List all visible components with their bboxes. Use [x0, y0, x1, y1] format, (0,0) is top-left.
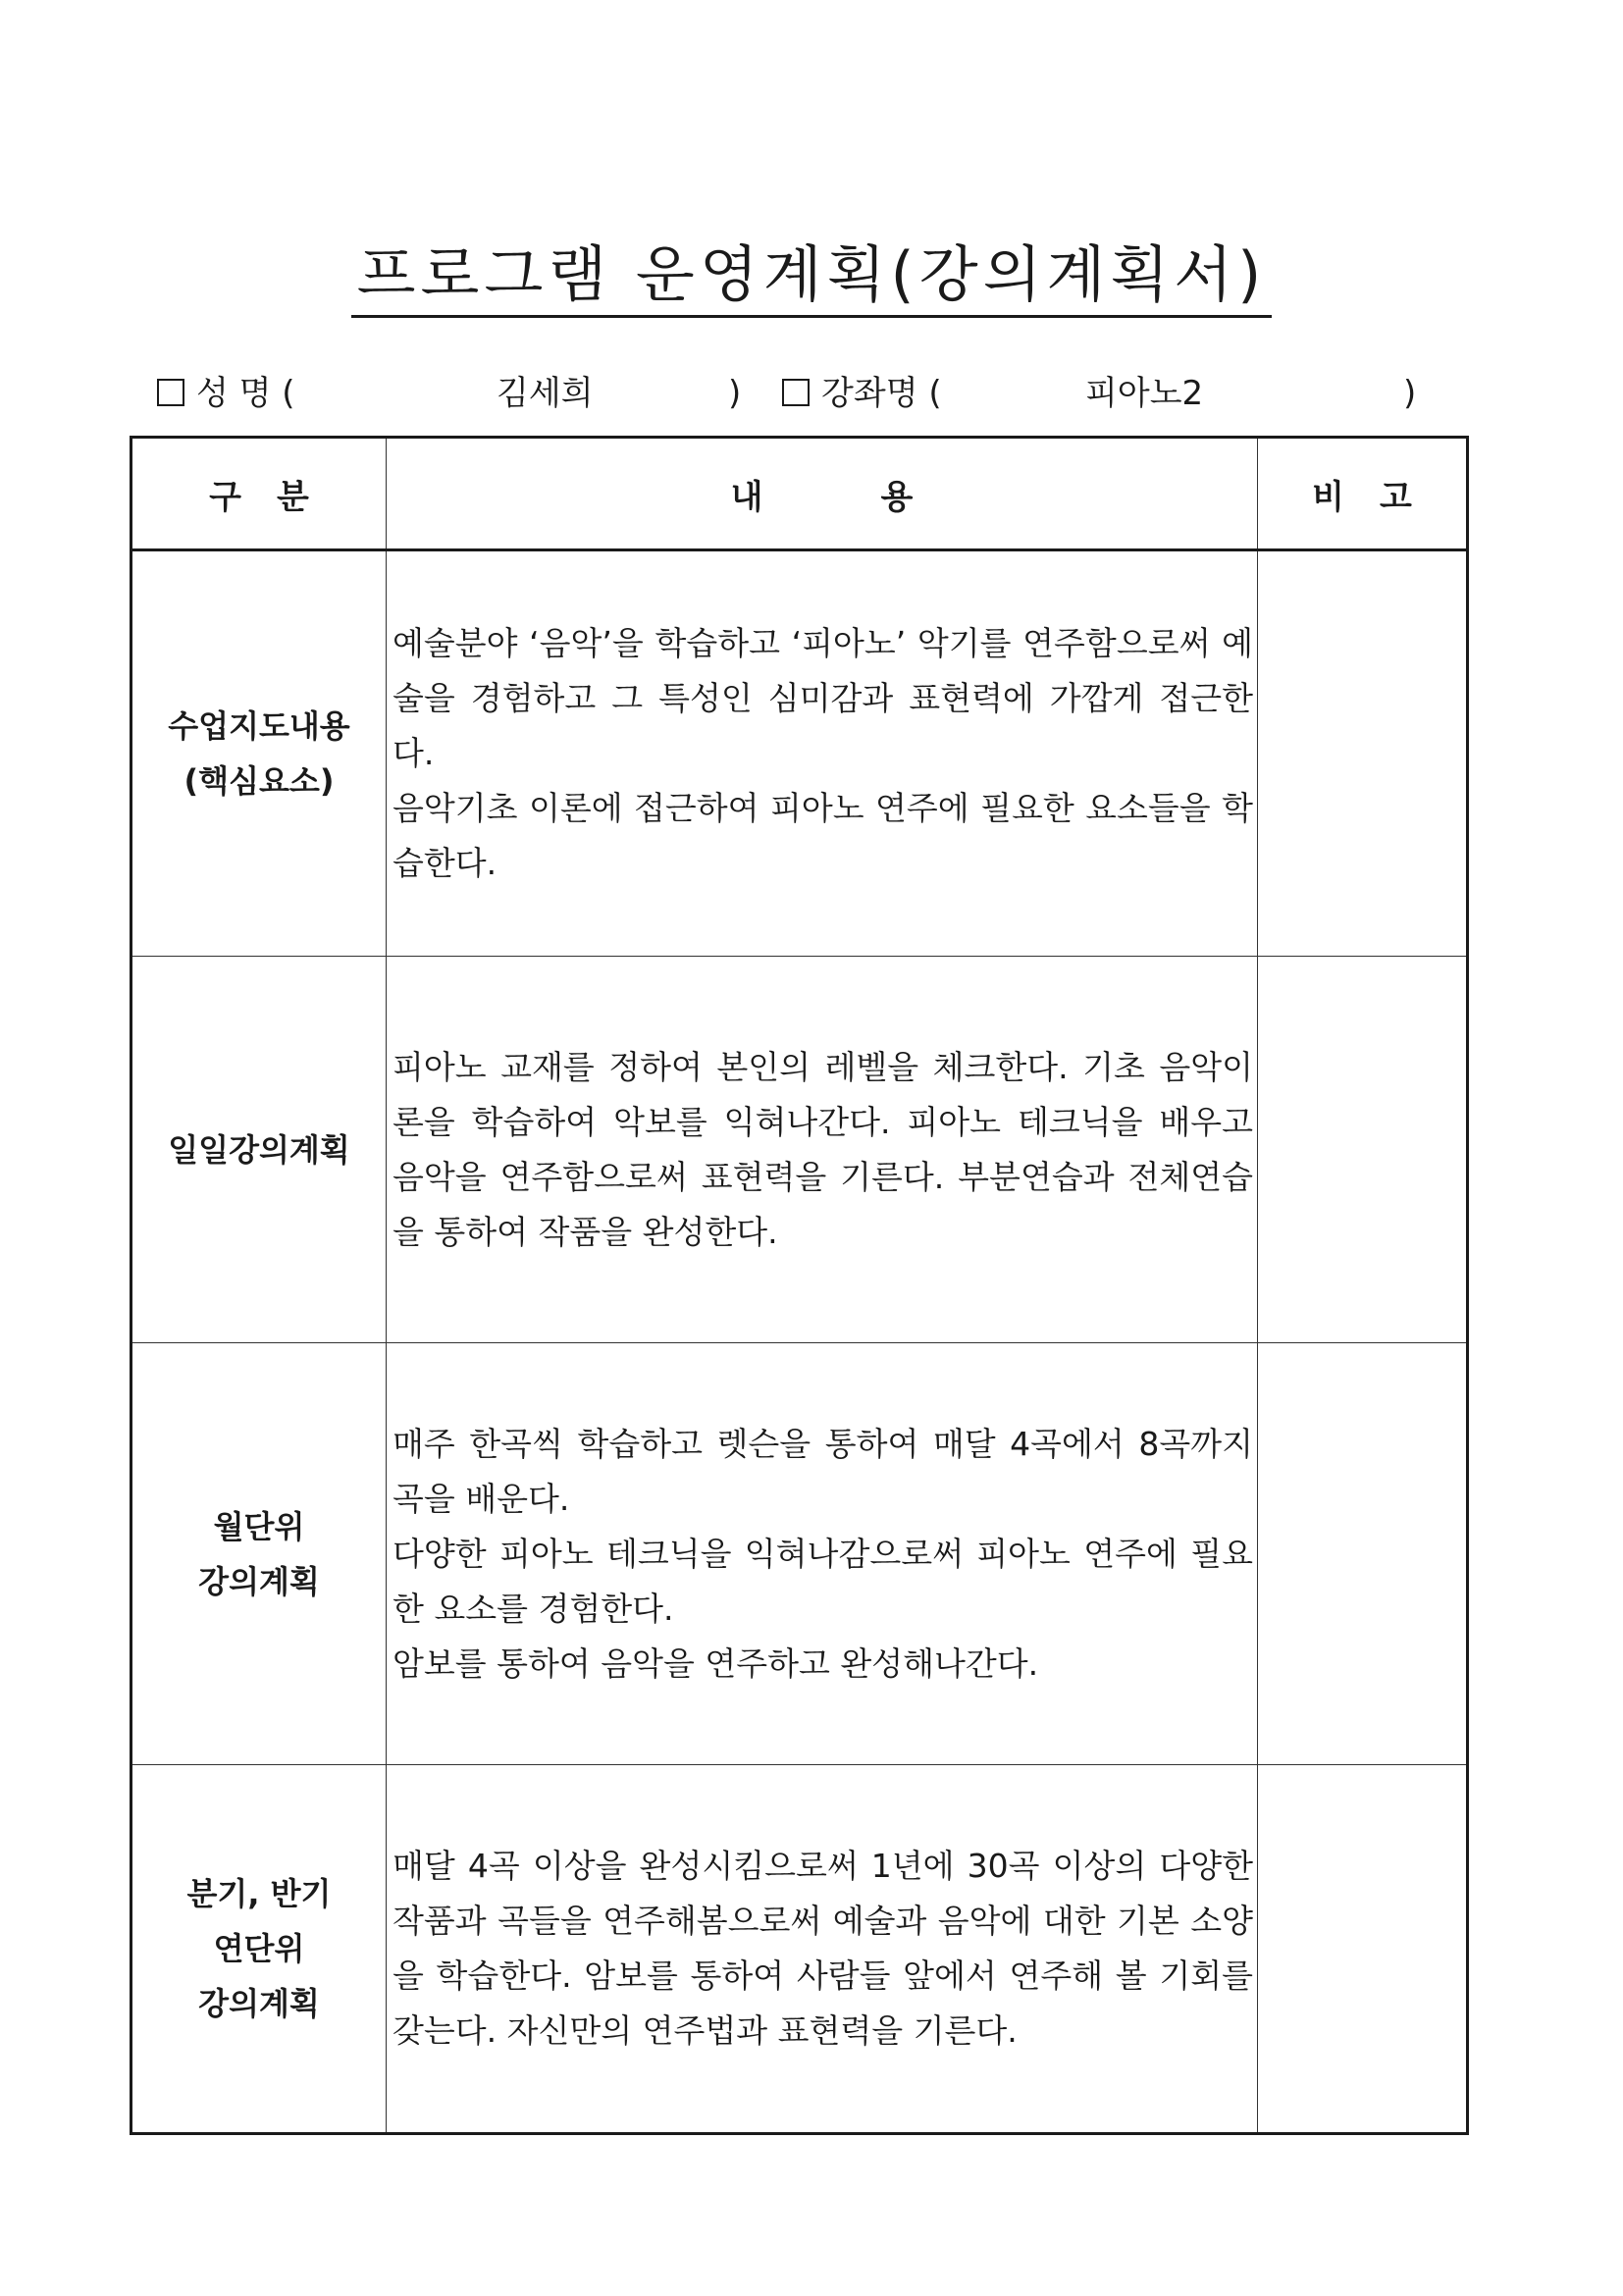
row-remarks [1258, 1765, 1468, 2134]
row-remarks [1258, 1343, 1468, 1765]
content-paragraph: 피아노 교재를 정하여 본인의 레벨을 체크한다. 기초 음악이론을 학습하여 악보를 익혀나간다. 피아노 테크닉을 배우고 음악을 연주함으로써 표현력을 기른다. 부분연습과 전체연습을 통하여 작품을 완성한다. [393, 1047, 1254, 1251]
name-checkbox[interactable] [157, 379, 184, 406]
row-remarks [1258, 550, 1468, 957]
course-label: 강좌명 ( [821, 374, 942, 413]
name-field-label-group [157, 369, 295, 418]
header-content: 내용 [387, 438, 1258, 550]
table-row [131, 1343, 1468, 1765]
row-content [387, 550, 1258, 957]
document-title-text: 프로그램 운영계획(강의계획서) [351, 239, 1273, 318]
document-title [0, 239, 1623, 318]
content-paragraph: 음악기초 이론에 접근하여 피아노 연주에 필요한 요소들을 학습한다. [393, 789, 1253, 882]
header-remarks: 비고 [1258, 438, 1468, 550]
course-close-paren: ) [1403, 374, 1417, 413]
plan-table [130, 436, 1469, 2135]
row-category: 일일강의계획 [131, 957, 387, 1343]
table-row [131, 550, 1468, 957]
name-value: 김세희 [497, 374, 594, 413]
row-remarks [1258, 957, 1468, 1343]
content-paragraph: 암보를 통하여 음악을 연주하고 완성해나간다. [393, 1644, 1039, 1683]
header-category: 구분 [131, 438, 387, 550]
row-content [387, 1765, 1258, 2134]
row-category: 월단위 강의계획 [131, 1343, 387, 1765]
header-row [131, 438, 1468, 550]
row-content [387, 1343, 1258, 1765]
content-paragraph: 예술분야 ‘음악’을 학습하고 ‘피아노’ 악기를 연주함으로써 예술을 경험하고 그 특성인 심미감과 표현력에 가깝게 접근한다. [393, 624, 1253, 772]
name-label: 성 명 ( [196, 374, 295, 413]
table-row [131, 1765, 1468, 2134]
content-paragraph: 매달 4곡 이상을 완성시킴으로써 1년에 30곡 이상의 다양한 작품과 곡들을 연주해봄으로써 예술과 음악에 대한 기본 소양을 학습한다. 암보를 통하여 사람들 앞에서 연주해 볼 기회를 갖는다. 자신만의 연주법과 표현력을 기른다. [393, 1847, 1253, 2050]
row-category: 수업지도내용 (핵심요소) [131, 550, 387, 957]
row-content [387, 957, 1258, 1343]
course-value: 피아노2 [1085, 374, 1204, 413]
name-close-paren: ) [728, 374, 742, 413]
content-paragraph: 다양한 피아노 테크닉을 익혀나감으로써 피아노 연주에 필요한 요소를 경험한다. [393, 1534, 1253, 1628]
course-checkbox[interactable] [782, 379, 810, 406]
table-row [131, 957, 1468, 1343]
course-field-label-group [782, 369, 942, 418]
info-line [157, 369, 1433, 418]
row-category: 분기, 반기 연단위 강의계획 [131, 1765, 387, 2134]
content-paragraph: 매주 한곡씩 학습하고 렛슨을 통하여 매달 4곡에서 8곡까지 곡을 배운다. [393, 1424, 1253, 1518]
